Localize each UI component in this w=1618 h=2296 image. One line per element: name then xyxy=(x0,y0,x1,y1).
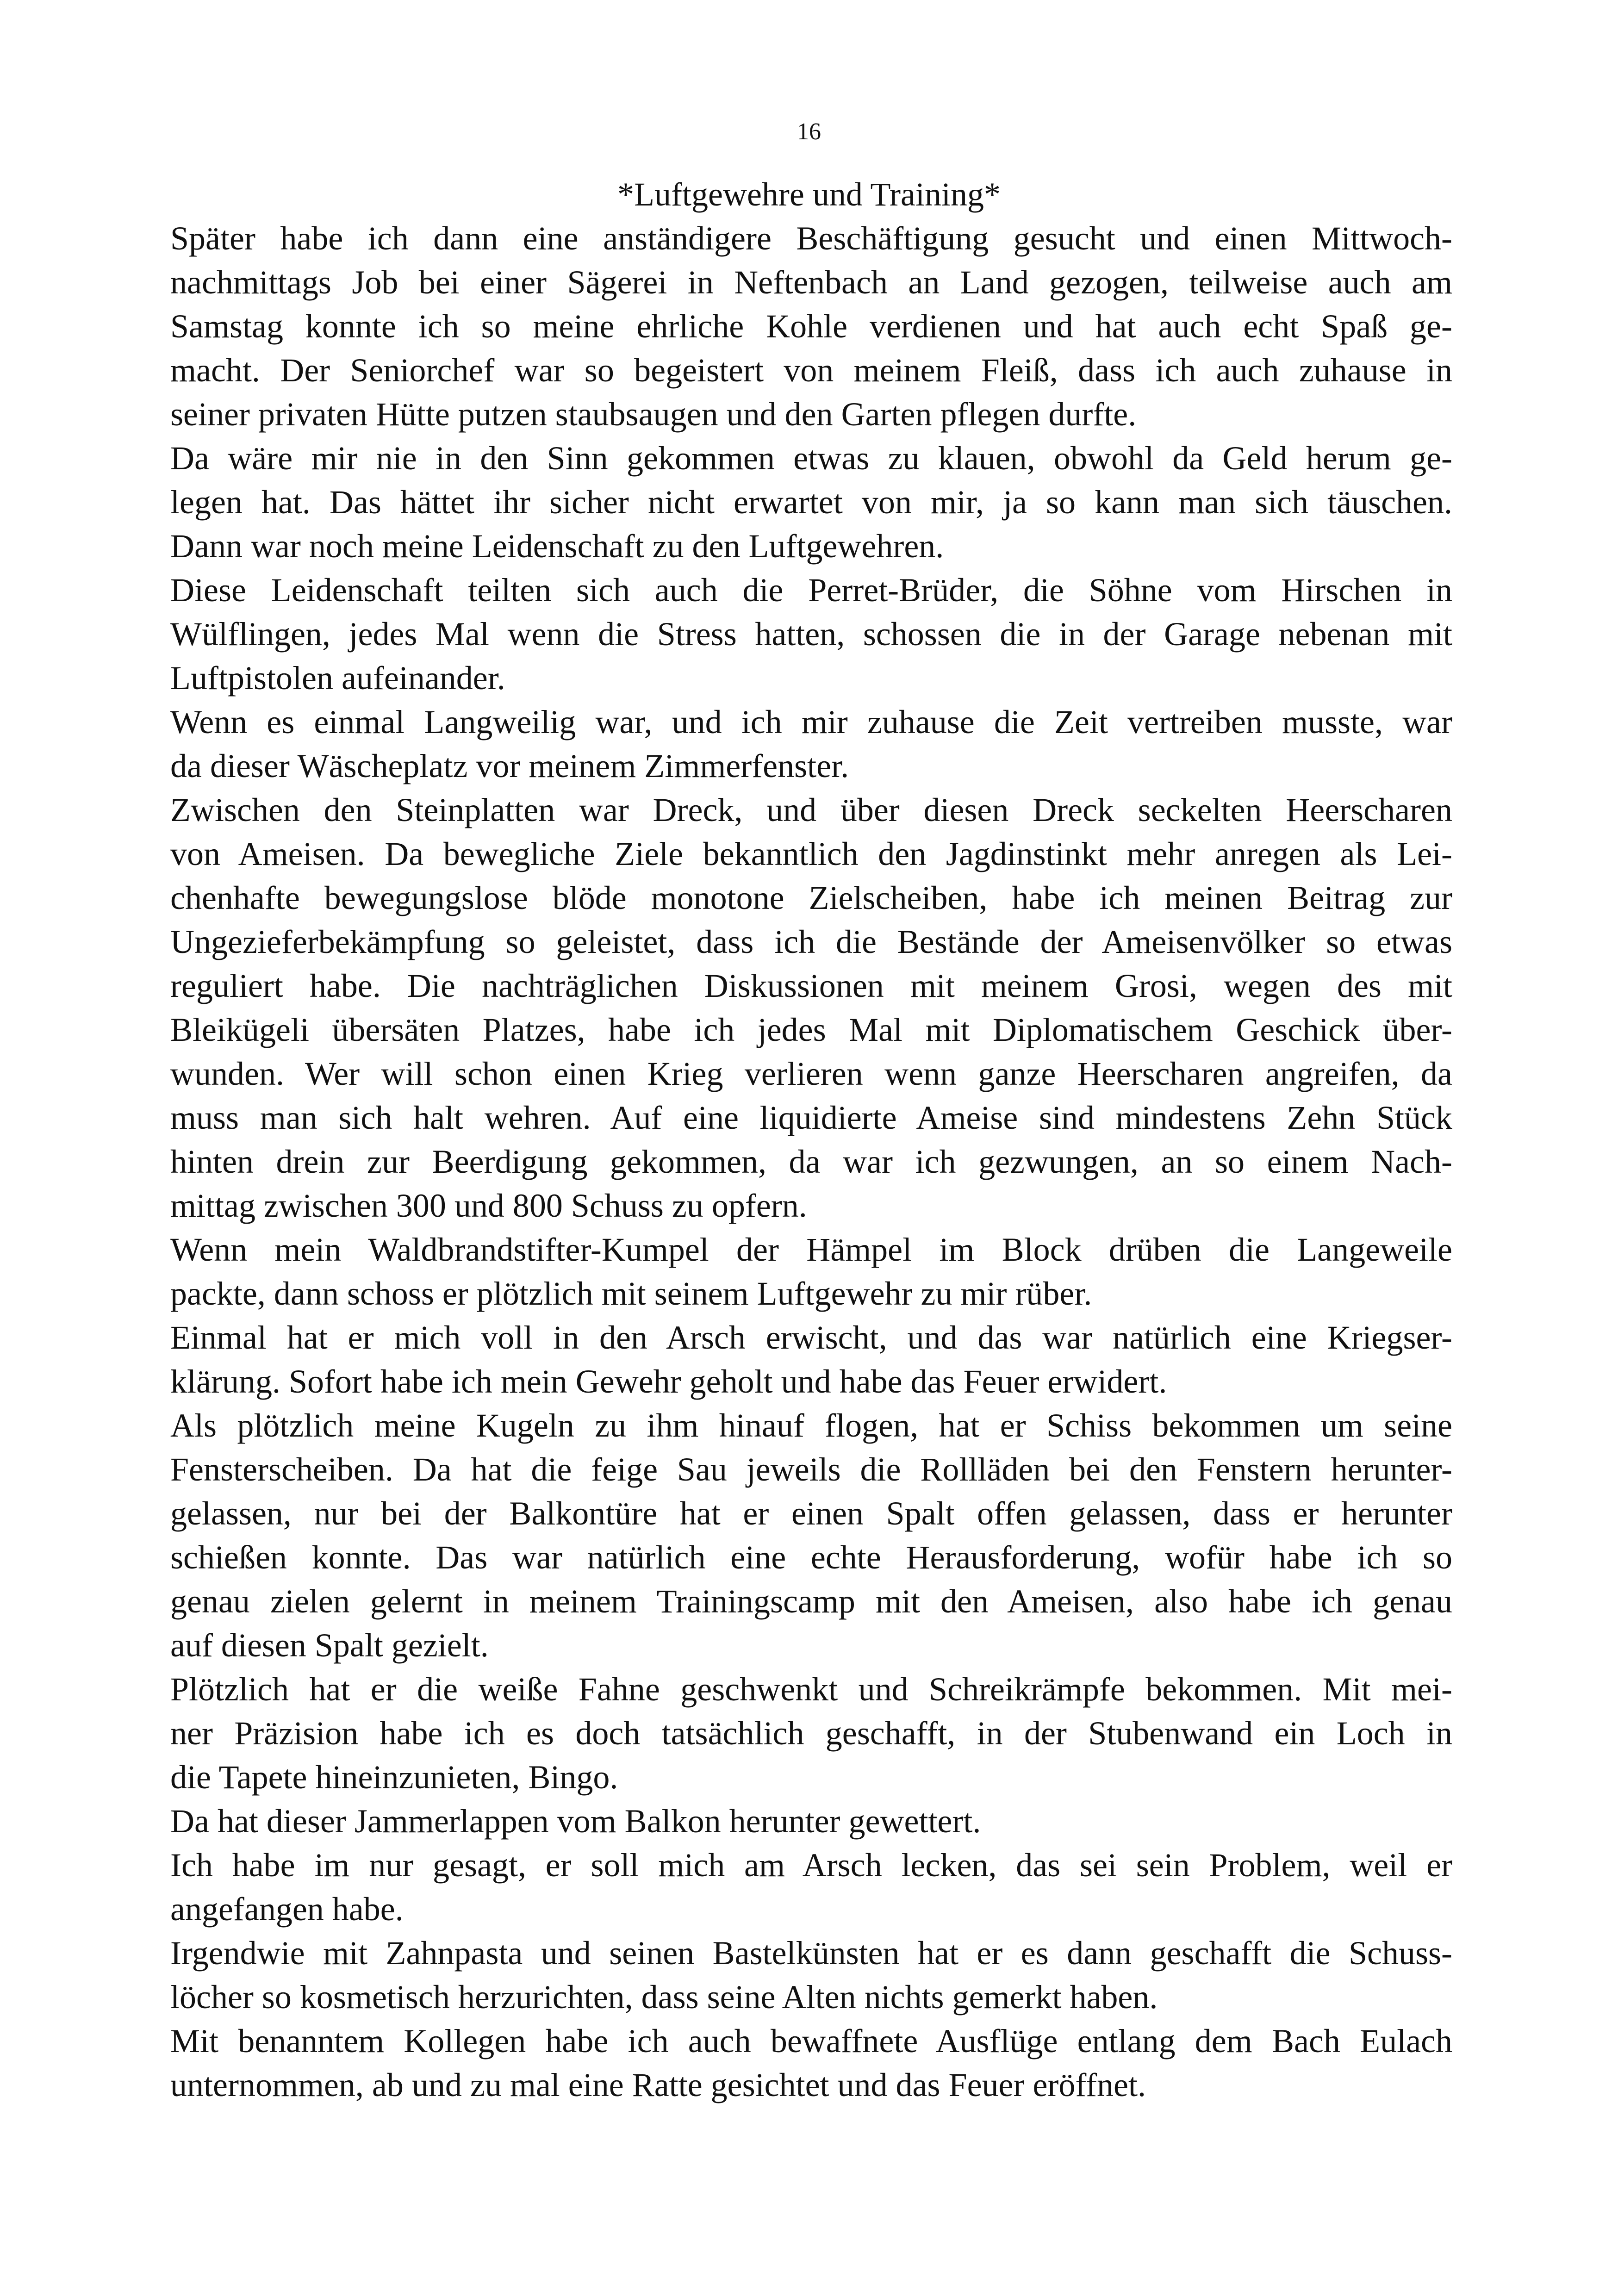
text-line: seiner privaten Hütte putzen staubsaugen und den Garten pflegen durfte. xyxy=(170,396,1137,433)
text-line: packte, dann schoss er plötzlich mit seinem Luftgewehr zu mir rüber. xyxy=(170,1275,1092,1312)
text-line: Da hat dieser Jammerlappen vom Balkon herunter gewettert. xyxy=(170,1803,981,1840)
text-line: Einmal hat er mich voll in den Arsch erwischt, und das war natürlich eine Kriegser- xyxy=(170,1319,1452,1356)
text-line: gelassen, nur bei der Balkontüre hat er einen Spalt offen gelassen, dass er herunter xyxy=(170,1495,1452,1532)
text-line: Wenn mein Waldbrandstifter-Kumpel der Hämpel im Block drüben die Langeweile xyxy=(170,1231,1452,1268)
text-line: hinten drein zur Beerdigung gekommen, da war ich gezwungen, an so einem Nach- xyxy=(170,1143,1452,1180)
body-text xyxy=(170,217,1452,2107)
text-line: muss man sich halt wehren. Auf eine liquidierte Ameise sind mindestens Zehn Stück xyxy=(170,1099,1452,1136)
text-line: Ungezieferbekämpfung so geleistet, dass ich die Bestände der Ameisenvölker so etwas xyxy=(170,923,1452,960)
text-line: nachmittags Job bei einer Sägerei in Neftenbach an Land gezogen, teilweise auch am xyxy=(170,264,1452,301)
text-line: Später habe ich dann eine anständigere Beschäftigung gesucht und einen Mittwoch- xyxy=(170,220,1452,257)
text-line: von Ameisen. Da bewegliche Ziele bekanntlich den Jagdinstinkt mehr anregen als Lei- xyxy=(170,835,1452,872)
text-line: Fensterscheiben. Da hat die feige Sau jeweils die Rollläden bei den Fenstern herunter- xyxy=(170,1451,1452,1488)
text-line: Mit benanntem Kollegen habe ich auch bewaffnete Ausflüge entlang dem Bach Eulach xyxy=(170,2022,1452,2060)
text-line: löcher so kosmetisch herzurichten, dass seine Alten nichts gemerkt haben. xyxy=(170,1979,1158,2016)
text-line: da dieser Wäscheplatz vor meinem Zimmerfenster. xyxy=(170,747,849,784)
text-line: schießen konnte. Das war natürlich eine echte Herausforderung, wofür habe ich so xyxy=(170,1539,1452,1576)
chapter-title: *Luftgewehre und Training* xyxy=(617,176,1001,213)
text-line: macht. Der Seniorchef war so begeistert von meinem Fleiß, dass ich auch zuhause in xyxy=(170,352,1452,389)
text-line: wunden. Wer will schon einen Krieg verlieren wenn ganze Heerscharen angreifen, da xyxy=(170,1055,1452,1092)
text-line: ner Präzision habe ich es doch tatsächlich geschafft, in der Stubenwand ein Loch in xyxy=(170,1715,1452,1752)
text-line: Als plötzlich meine Kugeln zu ihm hinauf flogen, hat er Schiss bekommen um seine xyxy=(170,1407,1452,1444)
text-line: Diese Leidenschaft teilten sich auch die Perret-Brüder, die Söhne vom Hirschen in xyxy=(170,572,1452,609)
text-line: Zwischen den Steinplatten war Dreck, und über diesen Dreck seckelten Heerscharen xyxy=(170,791,1452,828)
page-number: 16 xyxy=(797,118,821,145)
text-line: chenhafte bewegungslose blöde monotone Zielscheiben, habe ich meinen Beitrag zur xyxy=(170,879,1452,916)
text-line: unternommen, ab und zu mal eine Ratte gesichtet und das Feuer eröffnet. xyxy=(170,2066,1146,2103)
text-line: klärung. Sofort habe ich mein Gewehr geholt und habe das Feuer erwidert. xyxy=(170,1363,1167,1400)
text-line: die Tapete hineinzunieten, Bingo. xyxy=(170,1759,618,1796)
text-line: reguliert habe. Die nachträglichen Diskussionen mit meinem Grosi, wegen des mit xyxy=(170,967,1452,1004)
text-line: Dann war noch meine Leidenschaft zu den Luftgewehren. xyxy=(170,528,944,565)
text-line: auf diesen Spalt gezielt. xyxy=(170,1627,489,1664)
text-line: Bleikügeli übersäten Platzes, habe ich jedes Mal mit Diplomatischem Geschick über- xyxy=(170,1011,1452,1048)
text-line: Irgendwie mit Zahnpasta und seinen Bastelkünsten hat er es dann geschafft die Schuss- xyxy=(170,1935,1452,1972)
text-line: Plötzlich hat er die weiße Fahne geschwenkt und Schreikrämpfe bekommen. Mit mei- xyxy=(170,1671,1452,1708)
text-line: Wenn es einmal Langweilig war, und ich mir zuhause die Zeit vertreiben musste, war xyxy=(170,703,1452,740)
text-line: Wülflingen, jedes Mal wenn die Stress hatten, schossen die in der Garage nebenan mit xyxy=(170,616,1452,653)
text-line: Ich habe im nur gesagt, er soll mich am Arsch lecken, das sei sein Problem, weil er xyxy=(170,1847,1452,1884)
text-line: Luftpistolen aufeinander. xyxy=(170,660,505,697)
text-line: legen hat. Das hättet ihr sicher nicht erwartet von mir, ja so kann man sich täuschen. xyxy=(170,484,1452,521)
text-line: Da wäre mir nie in den Sinn gekommen etwas zu klauen, obwohl da Geld herum ge- xyxy=(170,440,1452,477)
text-line: angefangen habe. xyxy=(170,1891,404,1928)
text-line: mittag zwischen 300 und 800 Schuss zu opfern. xyxy=(170,1187,807,1224)
text-line: genau zielen gelernt in meinem Trainingscamp mit den Ameisen, also habe ich genau xyxy=(170,1583,1452,1620)
text-line: Samstag konnte ich so meine ehrliche Kohle verdienen und hat auch echt Spaß ge- xyxy=(170,308,1452,345)
